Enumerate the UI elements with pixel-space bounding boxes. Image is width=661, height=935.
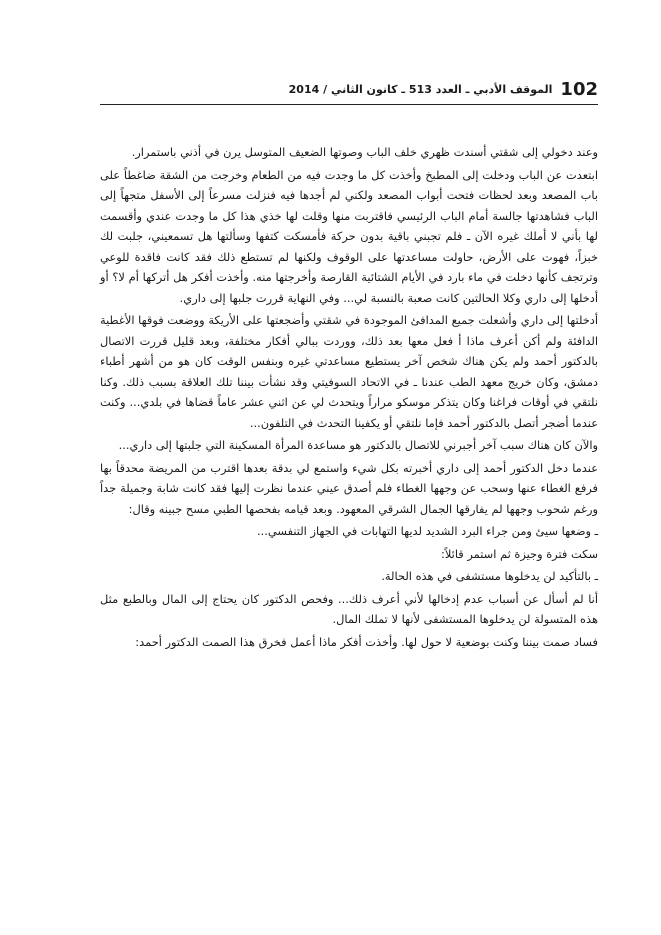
header-divider	[100, 104, 598, 105]
page-header	[100, 76, 598, 102]
journal-title: الموقف الأدبي ـ العدد 513 ـ كانون الثاني / 2014	[288, 82, 553, 96]
page-number: 102	[560, 78, 598, 100]
paragraph: فساد صمت بيننا وكنت بوضعية لا حول لها. وأخذت أفكر ماذا أعمل فخرق هذا الصمت الدكتور أحمد:	[135, 634, 598, 649]
paragraph: ـ بالتأكيد لن يدخلوها مستشفى في هذه الحالة.	[381, 569, 598, 583]
paragraph: ـ وضعها سيئ ومن جراء البرد الشديد لديها التهابات في الجهاز التنفسي...	[257, 524, 598, 538]
paragraph: عندما دخل الدكتور أحمد إلى داري أخبرته بكل شيء واستمع لي بدقة بعدها اقترب من المريضة محدقاً بها فرفع الغطاء عنها وسحب عن وجهها الغطاء فلم أصدق عيني عندما نظرت إليها فقد كانت شابة وجميلة جداً ورغم شحوب وجهها لم يفارقها الجمال الشرقي المعهود. وبعد قيامه بفحصها الطبي مسح جبينه وقال:	[100, 460, 598, 516]
paragraph: وعند دخولي إلى شقتي أسندت ظهري خلف الباب وصوتها الضعيف المتوسل يرن في أذني باستمرار.	[131, 145, 598, 159]
paragraph: سكت فترة وجيزة ثم استمر قائلاً:	[441, 546, 598, 561]
article-body	[100, 142, 598, 654]
paragraph: أنا لم أسأل عن أسباب عدم إدخالها لأني أعرف ذلك... وفحص الدكتور كان يحتاج إلى المال وبالطبع مثل هذه المتسولة لن يدخلوها المستشفى لأنها لا تملك المال.	[100, 591, 598, 626]
paragraph: والآن كان هناك سبب آخر أجبرني للاتصال بالدكتور هو مساعدة المرأة المسكينة التي جلبتها إلى داري...	[118, 438, 598, 452]
paragraph: أدخلتها إلى داري وأشعلت جميع المدافئ الموجودة في شقتي وأضجعتها على الأريكة ووضعت فوقها الأغطية الدافئة ولم أكن أعرف ماذا أ فعل معها بعد ذلك، ووردت ببالي أفكار مختلفة، وبعد قليل قررت الاتصال بالدكتور أحمد ولم يكن هناك شخص آخر يستطيع مساعدتي غيره وبنفس الوقت كان هو من أشهر أطباء دمشق، وكان خريج معهد الطب عندنا ـ في الاتحاد السوفيتي وقد نشأت بيننا تلك العلاقة بسبب ذلك. وكنا نلتقي في أوقات فراغنا وكان يتذكر موسكو مراراً ويتحدث لي عن اثني عشر عاماً قضاها في بلدي... وكنت عندما أضجر أتصل بالدكتور أحمد فإما نلتقي أو يكفينا التحدث في التلفون...	[100, 313, 598, 430]
paragraph: ابتعدت عن الباب ودخلت إلى المطبخ وأخذت كل ما وجدت فيه من الطعام وخرجت من الشقة ضاغطاً على باب المصعد وبعد لحظات فتحت أبواب المصعد ولكني لم أجدها فيه فنزلت مسرعاً إلى الأسفل متجهاً إلى الباب فشاهدتها جالسة أمام الباب الرئيسي فاقتربت منها وقلت لها خذي هذا كل ما وجدت عندي وأقسمت لها بأني لا أملك غيره الآن ـ فلم تجبني باقية بدون حركة فأمسكت كتفها وسألتها هل تسمعيني، جلبت لك خبزاً، فهوت على الأرض، حاولت مساعدتها على الوقوف ولكنها لم تستطع ذلك فقد كانت فاقدة للوعي وترتجف كأنها دخلت في ماء بارد في الأيام الشتائية القارصة وأخرجتها منه. وأخذت أفكر هل أتركها أم لا؟ أو أدخلها إلى داري وكلا الحالتين كانت صعبة بالنسبة لي... وفي النهاية قررت جلبها إلى داري.	[100, 167, 598, 305]
